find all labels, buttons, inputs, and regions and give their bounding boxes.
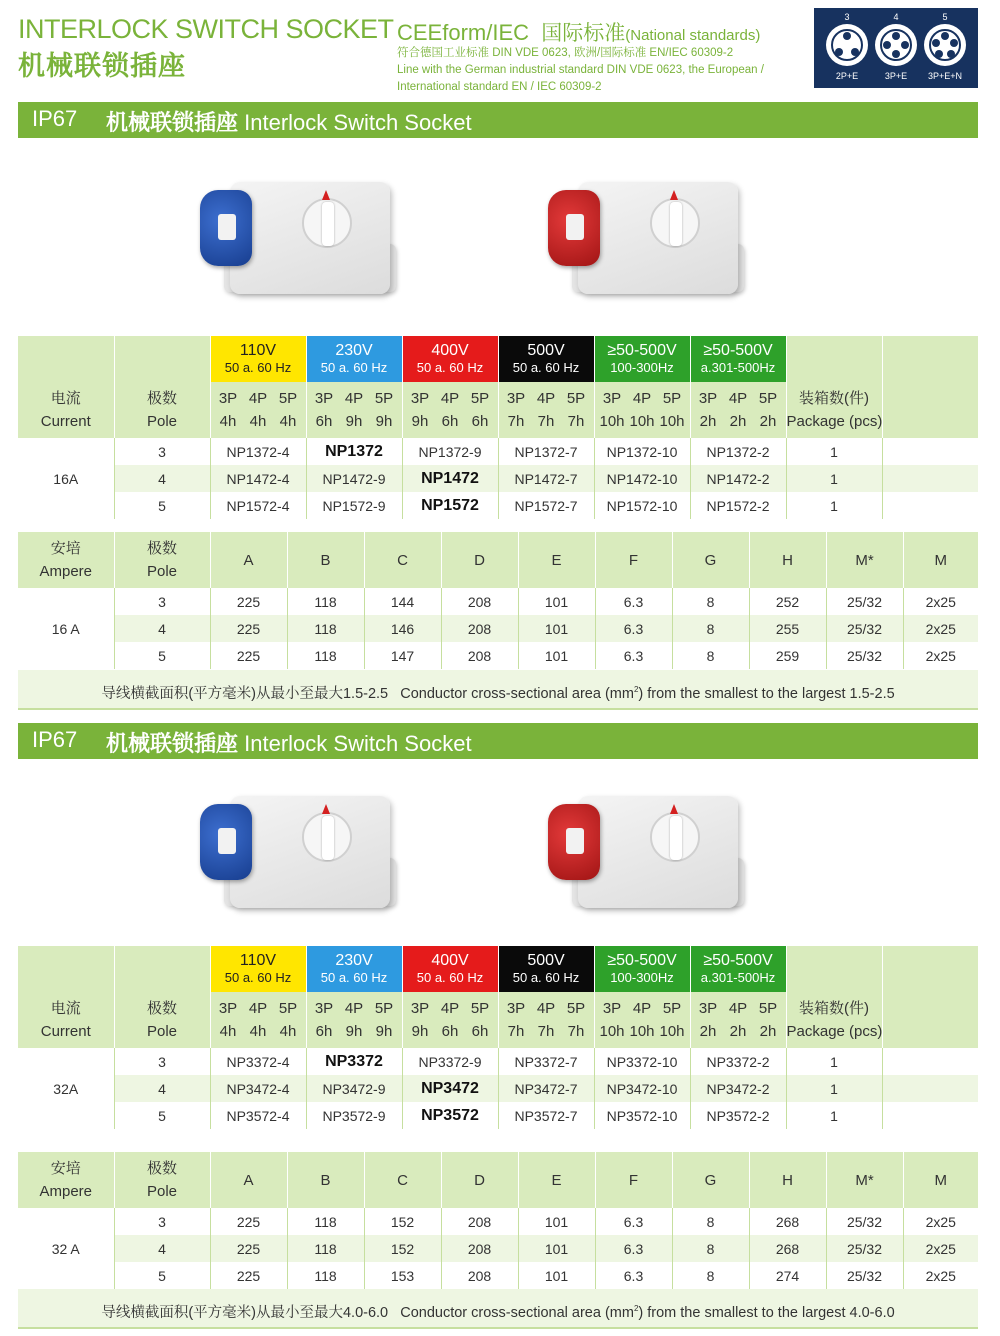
- table-cell: 25/32: [826, 588, 903, 615]
- table-cell: 6.3: [595, 615, 672, 642]
- config-header: 3P 4P 5P 9h 6h 6h: [402, 382, 498, 438]
- table-cell: NP1472: [402, 465, 498, 492]
- voltage-110v: 110V 50 a. 60 Hz: [210, 946, 306, 992]
- table-cell: NP3472-4: [210, 1075, 306, 1102]
- pole-header: 极数 Pole: [114, 532, 210, 588]
- table-cell: 225: [210, 1262, 287, 1289]
- conductor-note-32a: 导线横截面积(平方毫米)从最小至最大4.0-6.0 Conductor cross-sectional area $(mm^2)$ from the smallest to the largest 4.0-6.0: [18, 1289, 978, 1329]
- voltage-50-500v-low: ≥50-500V 100-300Hz: [594, 946, 690, 992]
- config-header: 3P 4P 5P 7h 7h 7h: [498, 382, 594, 438]
- product-code-table-16a: [18, 336, 978, 519]
- standard-note: (National standards): [625, 27, 761, 44]
- section-bar-16a: [18, 102, 978, 138]
- table-cell: 252: [749, 588, 826, 615]
- dimension-table-32a: [18, 1152, 978, 1289]
- table-cell: NP3472-2: [690, 1075, 786, 1102]
- table-row: [18, 465, 978, 492]
- table-cell: 147: [364, 642, 441, 669]
- table-cell: 25/32: [826, 642, 903, 669]
- table-row: [18, 438, 978, 465]
- dimension-header-row: [18, 1152, 978, 1208]
- plug-face-icon: [826, 24, 868, 66]
- table-cell: G: [672, 1152, 749, 1208]
- table-cell: NP3372-10: [594, 1048, 690, 1075]
- column-header-row: [18, 382, 978, 438]
- table-cell: M: [903, 532, 978, 588]
- table-cell: 1: [786, 1102, 882, 1129]
- table-cell: 208: [441, 642, 518, 669]
- table-cell: 208: [441, 1235, 518, 1262]
- table-cell: NP3372-7: [498, 1048, 594, 1075]
- table-cell: NP1472-7: [498, 465, 594, 492]
- table-cell: 2x25: [903, 588, 978, 615]
- table-cell: NP3472-7: [498, 1075, 594, 1102]
- table-row: [18, 642, 978, 669]
- table-cell: 4: [114, 1235, 210, 1262]
- table-cell: 25/32: [826, 1262, 903, 1289]
- table-cell: 101: [518, 588, 595, 615]
- plug-number: 3: [844, 12, 850, 22]
- table-cell: NP1572: [402, 492, 498, 519]
- table-cell: 101: [518, 642, 595, 669]
- table-cell: NP1372: [306, 438, 402, 465]
- table-cell: 8: [672, 1208, 749, 1235]
- table-cell: 1: [786, 1075, 882, 1102]
- voltage-50-500v-low: ≥50-500V 100-300Hz: [594, 336, 690, 382]
- section-bar-32a: [18, 723, 978, 759]
- table-cell: NP1372-9: [402, 438, 498, 465]
- product-image-red: [548, 162, 748, 322]
- voltage-500v: 500V 50 a. 60 Hz: [498, 946, 594, 992]
- table-cell: 2x25: [903, 1235, 978, 1262]
- table-cell: 6.3: [595, 1262, 672, 1289]
- plug-number: 5: [942, 12, 948, 22]
- standard-en: CEEform/IEC: [397, 20, 530, 45]
- ampere-header: 安培 Ampere: [39, 1160, 93, 1200]
- table-cell: M: [903, 1152, 978, 1208]
- table-cell: 152: [364, 1208, 441, 1235]
- table-cell: 5: [114, 1262, 210, 1289]
- table-cell: 5: [114, 1102, 210, 1129]
- ampere-value: 32 A: [18, 1208, 114, 1289]
- table-cell: 4: [114, 465, 210, 492]
- table-cell: 5: [114, 642, 210, 669]
- standard-line-3: International standard EN / IEC 60309-2: [397, 81, 602, 93]
- table-cell: 8: [672, 588, 749, 615]
- config-header: 3P 4P 5P 2h 2h 2h: [690, 992, 786, 1048]
- table-cell: 208: [441, 1208, 518, 1235]
- plug-face-icon: [875, 24, 917, 66]
- table-row: [18, 588, 978, 615]
- plug-label: 2P+E: [835, 71, 859, 81]
- table-cell: NP3572: [402, 1102, 498, 1129]
- table-cell: 118: [287, 1262, 364, 1289]
- table-cell: NP1472-9: [306, 465, 402, 492]
- table-cell: 2x25: [903, 642, 978, 669]
- current-value: 16A: [18, 438, 114, 519]
- voltage-row: [18, 336, 978, 382]
- product-code-table-32a: [18, 946, 978, 1129]
- table-cell: M*: [826, 1152, 903, 1208]
- table-cell: 2x25: [903, 1262, 978, 1289]
- table-cell: 259: [749, 642, 826, 669]
- table-cell: NP1572-7: [498, 492, 594, 519]
- table-cell: 6.3: [595, 1208, 672, 1235]
- pole-header: 极数 Pole: [114, 382, 210, 438]
- table-cell: G: [672, 532, 749, 588]
- table-cell: 8: [672, 1262, 749, 1289]
- config-header: 3P 4P 5P 7h 7h 7h: [498, 992, 594, 1048]
- table-cell: 1: [786, 1048, 882, 1075]
- plug-4-pin: [873, 12, 919, 81]
- voltage-230v: 230V 50 a. 60 Hz: [306, 946, 402, 992]
- plug-label: 3P+E+N: [927, 71, 963, 81]
- table-cell: 1: [786, 465, 882, 492]
- voltage-230v: 230V 50 a. 60 Hz: [306, 336, 402, 382]
- table-cell: NP3472: [402, 1075, 498, 1102]
- table-row: [18, 1048, 978, 1075]
- voltage-400v: 400V 50 a. 60 Hz: [402, 946, 498, 992]
- standard-heading: [397, 17, 760, 47]
- standard-line-2: Line with the German industrial standard DIN VDE 0623, the European /: [397, 64, 764, 76]
- table-cell: 274: [749, 1262, 826, 1289]
- config-header: 3P 4P 5P 2h 2h 2h: [690, 382, 786, 438]
- table-cell: 4: [114, 1075, 210, 1102]
- table-cell: NP1572-9: [306, 492, 402, 519]
- table-cell: M*: [826, 532, 903, 588]
- current-header: 电流 Current: [40, 390, 91, 430]
- table-cell: NP1472-4: [210, 465, 306, 492]
- config-header: 3P 4P 5P 6h 9h 9h: [306, 382, 402, 438]
- table-cell: E: [518, 532, 595, 588]
- ampere-value: 16 A: [18, 588, 114, 669]
- voltage-110v: 110V 50 a. 60 Hz: [210, 336, 306, 382]
- table-cell: H: [749, 1152, 826, 1208]
- table-cell: NP1372-7: [498, 438, 594, 465]
- table-cell: 208: [441, 615, 518, 642]
- product-image-red: [548, 776, 748, 936]
- section-title: 机械联锁插座 Interlock Switch Socket: [106, 731, 472, 756]
- table-cell: 225: [210, 642, 287, 669]
- table-cell: 153: [364, 1262, 441, 1289]
- table-cell: 8: [672, 615, 749, 642]
- config-header: 3P 4P 5P 4h 4h 4h: [210, 992, 306, 1048]
- table-cell: 225: [210, 1235, 287, 1262]
- table-cell: 3: [114, 1048, 210, 1075]
- table-cell: 118: [287, 588, 364, 615]
- table-cell: NP1472-2: [690, 465, 786, 492]
- page-header: [0, 0, 1000, 100]
- dimension-header-row: [18, 532, 978, 588]
- table-cell: 118: [287, 615, 364, 642]
- table-cell: 268: [749, 1235, 826, 1262]
- table-cell: 101: [518, 615, 595, 642]
- plug-face-icon: [924, 24, 966, 66]
- pole-header: 极数 Pole: [114, 1152, 210, 1208]
- table-cell: NP1372-10: [594, 438, 690, 465]
- title-en: INTERLOCK SWITCH SOCKET: [18, 14, 394, 44]
- config-header: 3P 4P 5P 10h 10h 10h: [594, 992, 690, 1048]
- table-row: [18, 1235, 978, 1262]
- table-cell: NP1572-4: [210, 492, 306, 519]
- table-cell: NP3372: [306, 1048, 402, 1075]
- voltage-400v: 400V 50 a. 60 Hz: [402, 336, 498, 382]
- table-cell: NP3572-4: [210, 1102, 306, 1129]
- column-header-row: [18, 992, 978, 1048]
- voltage-500v: 500V 50 a. 60 Hz: [498, 336, 594, 382]
- table-cell: 208: [441, 588, 518, 615]
- table-cell: 8: [672, 1235, 749, 1262]
- table-cell: 225: [210, 588, 287, 615]
- table-cell: NP1372-4: [210, 438, 306, 465]
- table-cell: 101: [518, 1262, 595, 1289]
- voltage-50-500v-high: ≥50-500V a.301-500Hz: [690, 946, 786, 992]
- plug-label: 3P+E: [884, 71, 908, 81]
- section-title: 机械联锁插座 Interlock Switch Socket: [106, 110, 472, 135]
- table-cell: 2x25: [903, 615, 978, 642]
- plug-5-pin: [922, 12, 968, 81]
- table-row: [18, 1208, 978, 1235]
- table-cell: H: [749, 532, 826, 588]
- table-cell: D: [441, 1152, 518, 1208]
- table-cell: 25/32: [826, 615, 903, 642]
- plug-configuration-panel: [814, 8, 978, 88]
- table-cell: 5: [114, 492, 210, 519]
- table-cell: F: [595, 1152, 672, 1208]
- table-row: [18, 615, 978, 642]
- config-header: 3P 4P 5P 9h 6h 6h: [402, 992, 498, 1048]
- table-cell: NP3472-10: [594, 1075, 690, 1102]
- table-cell: 25/32: [826, 1208, 903, 1235]
- table-row: [18, 1262, 978, 1289]
- voltage-row: [18, 946, 978, 992]
- table-cell: 118: [287, 1208, 364, 1235]
- current-header: 电流 Current: [40, 1000, 91, 1040]
- plug-number: 4: [893, 12, 899, 22]
- table-cell: NP1572-10: [594, 492, 690, 519]
- table-cell: 152: [364, 1235, 441, 1262]
- table-cell: 208: [441, 1262, 518, 1289]
- standard-line-1: 符合德国工业标准 DIN VDE 0623, 欧洲/国际标准 EN/IEC 60309-2: [397, 47, 734, 59]
- table-cell: 3: [114, 438, 210, 465]
- product-image-blue: [200, 776, 400, 936]
- table-cell: F: [595, 532, 672, 588]
- table-cell: 6.3: [595, 588, 672, 615]
- title-cn: 机械联锁插座: [18, 51, 186, 81]
- table-cell: 25/32: [826, 1235, 903, 1262]
- ip-rating: IP67: [32, 106, 78, 131]
- table-cell: 8: [672, 642, 749, 669]
- table-cell: D: [441, 532, 518, 588]
- table-row: [18, 1102, 978, 1129]
- pole-header: 极数 Pole: [114, 992, 210, 1048]
- ampere-header: 安培 Ampere: [39, 540, 93, 580]
- ip-rating: IP67: [32, 727, 78, 752]
- table-cell: 3: [114, 1208, 210, 1235]
- table-row: [18, 492, 978, 519]
- table-cell: 3: [114, 588, 210, 615]
- standard-cn: 国际标准: [541, 22, 626, 45]
- product-image-blue: [200, 162, 400, 322]
- table-cell: NP1472-10: [594, 465, 690, 492]
- table-cell: C: [364, 1152, 441, 1208]
- table-cell: 1: [786, 438, 882, 465]
- table-cell: 101: [518, 1235, 595, 1262]
- voltage-50-500v-high: ≥50-500V a.301-500Hz: [690, 336, 786, 382]
- table-cell: NP1572-2: [690, 492, 786, 519]
- table-cell: 118: [287, 642, 364, 669]
- dimension-table-16a: [18, 532, 978, 669]
- plug-3-pin: [824, 12, 870, 81]
- table-cell: 1: [786, 492, 882, 519]
- table-cell: NP3372-4: [210, 1048, 306, 1075]
- config-header: 3P 4P 5P 6h 9h 9h: [306, 992, 402, 1048]
- table-cell: 225: [210, 615, 287, 642]
- table-cell: 6.3: [595, 1235, 672, 1262]
- table-cell: NP1372-2: [690, 438, 786, 465]
- table-cell: NP3372-9: [402, 1048, 498, 1075]
- conductor-note-16a: 导线横截面积(平方毫米)从最小至最大1.5-2.5 Conductor cross-sectional area $(mm^2)$ from the smallest to the largest 1.5-2.5: [18, 670, 978, 710]
- table-cell: 144: [364, 588, 441, 615]
- table-cell: 225: [210, 1208, 287, 1235]
- table-cell: B: [287, 1152, 364, 1208]
- table-cell: NP3572-9: [306, 1102, 402, 1129]
- table-cell: 101: [518, 1208, 595, 1235]
- table-cell: 6.3: [595, 642, 672, 669]
- current-value: 32A: [18, 1048, 114, 1129]
- table-cell: NP3572-7: [498, 1102, 594, 1129]
- table-cell: A: [210, 1152, 287, 1208]
- package-header: 装箱数(件) Package (pcs): [786, 992, 882, 1048]
- table-cell: NP3572-10: [594, 1102, 690, 1129]
- table-cell: NP3572-2: [690, 1102, 786, 1129]
- config-header: 3P 4P 5P 4h 4h 4h: [210, 382, 306, 438]
- table-cell: NP3372-2: [690, 1048, 786, 1075]
- table-cell: B: [287, 532, 364, 588]
- table-cell: 146: [364, 615, 441, 642]
- table-cell: A: [210, 532, 287, 588]
- table-cell: C: [364, 532, 441, 588]
- table-cell: 4: [114, 615, 210, 642]
- table-cell: 118: [287, 1235, 364, 1262]
- table-row: [18, 1075, 978, 1102]
- table-cell: 255: [749, 615, 826, 642]
- table-cell: 2x25: [903, 1208, 978, 1235]
- config-header: 3P 4P 5P 10h 10h 10h: [594, 382, 690, 438]
- table-cell: NP3472-9: [306, 1075, 402, 1102]
- table-cell: E: [518, 1152, 595, 1208]
- table-cell: 268: [749, 1208, 826, 1235]
- package-header: 装箱数(件) Package (pcs): [786, 382, 882, 438]
